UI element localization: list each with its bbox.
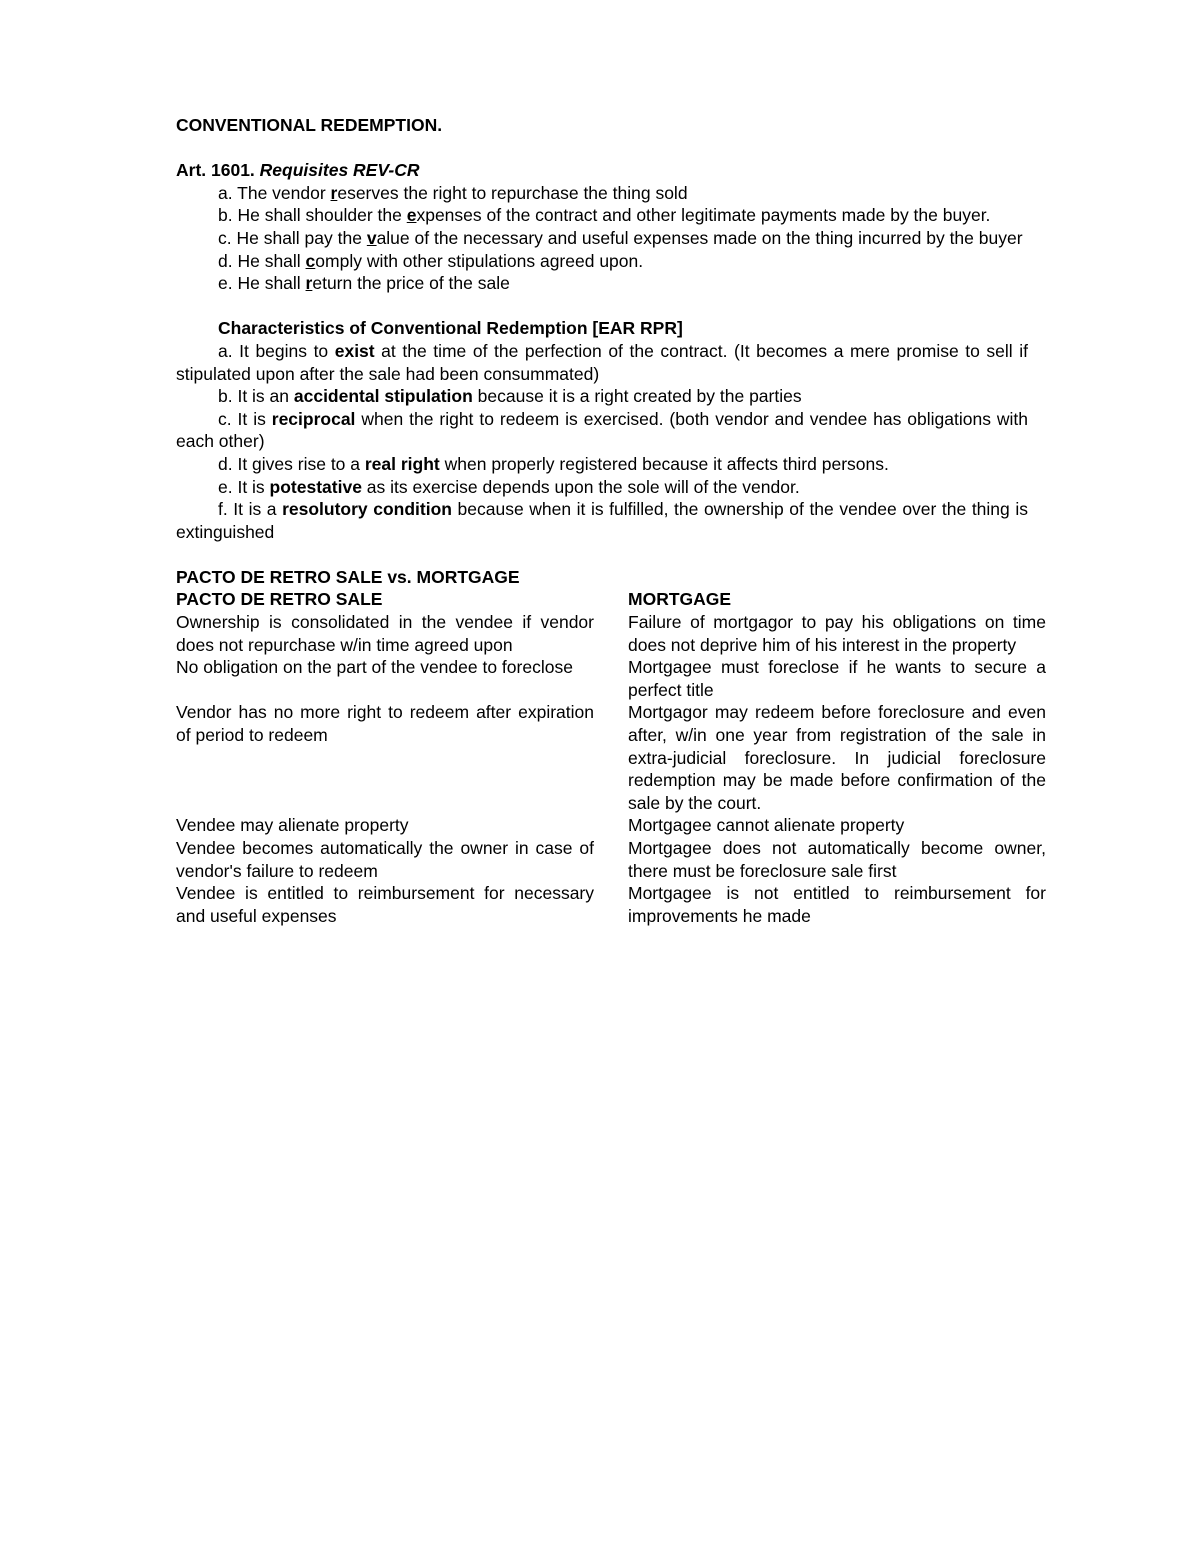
characteristic-item: e. It is potestative as its exercise depends upon the sole will of the vendor. — [218, 476, 800, 497]
column-header-mortgage: MORTGAGE — [628, 589, 732, 610]
article-label: Art. 1601. — [176, 160, 255, 181]
characteristic-term: accidental stipulation — [293, 386, 473, 407]
mortgage-cell: Mortgagee is not entitled to reimbursement for improvements he made — [628, 883, 1046, 926]
characteristic-item: d. It gives rise to a real right when properly registered because it affects third persons. — [218, 453, 889, 474]
table-row — [176, 814, 1046, 837]
mortgage-cell: Mortgagee must foreclose if he wants to secure a perfect title — [628, 657, 1046, 700]
mortgage-cell: Failure of mortgagor to pay his obligations on time does not deprive him of his interest in the property — [628, 612, 1046, 655]
mortgage-cell: Mortgagee does not automatically become owner, there must be foreclosure sale first — [628, 838, 1046, 881]
pacto-cell: Vendee is entitled to reimbursement for necessary and useful expenses — [176, 883, 594, 926]
characteristic-term: reciprocal — [271, 408, 356, 429]
pacto-cell: Vendor has no more right to redeem after expiration of period to redeem — [176, 702, 594, 746]
characteristic-term: exist — [334, 340, 375, 361]
table-row — [176, 882, 1046, 927]
characteristic-item: c. It is reciprocal when the right to redeem is exercised. (both vendor and vendee has obligations with each other) — [176, 408, 1028, 452]
article-heading-text: Requisites REV-CR — [259, 160, 420, 181]
requisite-item: c. He shall pay the value of the necessary and useful expenses made on the thing incurred by the buyer — [218, 227, 1023, 248]
article-heading — [176, 159, 1028, 182]
characteristic-item: b. It is an accidental stipulation because it is a right created by the parties — [218, 386, 802, 407]
pacto-cell: Ownership is consolidated in the vendee if vendor does not repurchase w/in time agreed upon — [176, 612, 594, 655]
table-row — [176, 837, 1046, 882]
requisite-item: d. He shall comply with other stipulations agreed upon. — [218, 250, 644, 271]
requisite-item: b. He shall shoulder the expenses of the contract and other legitimate payments made by the buyer. — [218, 205, 991, 226]
pacto-cell: Vendee becomes automatically the owner in case of vendor's failure to redeem — [176, 838, 594, 881]
characteristic-term: resolutory condition — [282, 499, 452, 520]
comparison-table — [176, 588, 1046, 927]
characteristic-item: a. It begins to exist at the time of the perfection of the contract. (It becomes a mere promise to sell if stipulated upon after the sale had been consummated) — [176, 340, 1028, 384]
characteristics-heading: Characteristics of Conventional Redemption [EAR RPR] — [218, 318, 683, 339]
comparison-header-row — [176, 588, 1046, 611]
pacto-cell: No obligation on the part of the vendee to foreclose — [176, 657, 573, 678]
column-header-pacto: PACTO DE RETRO SALE — [176, 589, 383, 610]
mortgage-cell: Mortgagor may redeem before foreclosure and even after, w/in one year from registration of the sale in extra-judicial foreclosure. In judicial foreclosure redemption may be made before confirmation of the sale by the court. — [628, 702, 1046, 813]
characteristic-term: potestative — [269, 476, 362, 497]
table-row — [176, 701, 1046, 814]
requisite-item: a. The vendor reserves the right to repurchase the thing sold — [218, 182, 688, 203]
document-title: CONVENTIONAL REDEMPTION. — [176, 115, 443, 135]
mnemonic-letter: r — [330, 182, 338, 203]
mnemonic-letter: v — [366, 227, 377, 248]
requisite-item: e. He shall return the price of the sale — [218, 273, 510, 294]
pacto-cell: Vendee may alienate property — [176, 815, 409, 836]
comparison-heading: PACTO DE RETRO SALE vs. MORTGAGE — [176, 566, 520, 587]
table-row — [176, 656, 1046, 701]
table-row — [176, 611, 1046, 656]
document-body — [176, 114, 1046, 927]
mortgage-cell: Mortgagee cannot alienate property — [628, 815, 905, 836]
characteristic-item: f. It is a resolutory condition because when it is fulfilled, the ownership of the vendee over the thing is extinguished — [176, 499, 1028, 542]
mnemonic-letter: c — [305, 250, 316, 271]
characteristic-term: real right — [364, 453, 440, 474]
mnemonic-letter: e — [406, 205, 417, 226]
mnemonic-letter: r — [305, 273, 313, 294]
